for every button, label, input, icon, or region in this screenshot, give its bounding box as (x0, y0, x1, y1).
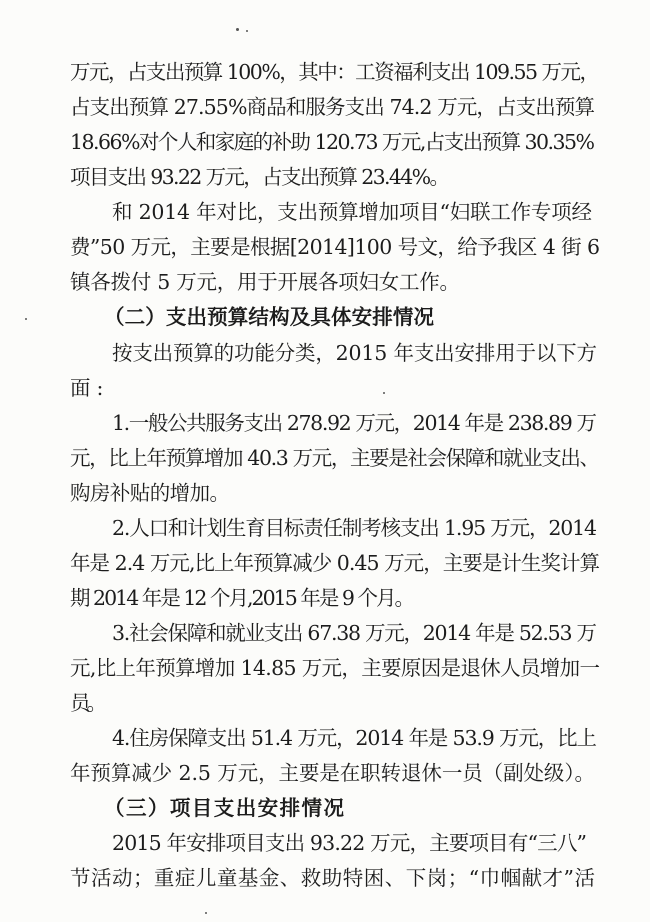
scan-speck (246, 30, 248, 32)
text-line: 18.66%对个人和家庭的补助 120.73 万元,占支出预算 30.35% (70, 130, 594, 154)
section-heading: （三）项目支出安排情况 (104, 796, 346, 820)
text-line: 期 2014 年是 12 个月,2015 年是 9 个月。 (70, 586, 414, 610)
text-line: 年是 2.4 万元,比上年预算减少 0.45 万元，主要是计生奖计算 (70, 551, 600, 575)
text-line: 元，比上年预算增加 40.3 万元，主要是社会保障和就业支出、 (70, 446, 599, 470)
text-line: 按支出预算的功能分类，2015 年支出安排用于以下方 (112, 341, 597, 365)
scan-speck (205, 912, 207, 914)
section-heading: （二）支出预算结构及具体安排情况 (104, 305, 435, 329)
text-line: 1.一般公共服务支出 278.92 万元，2014 年是 238.89 万 (112, 411, 596, 435)
text-line: 元,比上年预算增加 14.85 万元，主要原因是退休人员增加一 (70, 656, 600, 680)
text-line: 和 2014 年对比，支出预算增加项目“妇联工作专项经 (112, 200, 592, 224)
scan-speck (25, 318, 27, 320)
text-line: 年预算减少 2.5 万元，主要是在职转退休一员（副处级）。 (70, 761, 595, 785)
text-line: 项目支出 93.22 万元，占支出预算 23.44%。 (70, 165, 449, 189)
text-line: 万元，占支出预算 100%，其中：工资福利支出 109.55 万元， (70, 60, 599, 84)
text-line: 费”50 万元，主要是根据[2014]100 号文，给予我区 4 街 6 (70, 235, 600, 259)
text-line: 镇各拨付 5 万元，用于开展各项妇女工作。 (70, 270, 460, 294)
text-line: 3.社会保障和就业支出 67.38 万元，2014 年是 52.53 万 (112, 621, 596, 645)
text-line: 节活动；重症儿童基金、救助特困、下岗；“巾帼献才”活 (70, 866, 596, 890)
text-line: 占支出预算 27.55%商品和服务支出 74.2 万元，占支出预算 (70, 95, 595, 119)
scan-speck (383, 392, 385, 394)
text-line: 购房补贴的增加。 (70, 481, 230, 505)
text-line: 2.人口和计划生育目标责任制考核支出 1.95 万元，2014 (112, 516, 596, 540)
text-line: 4.住房保障支出 51.4 万元，2014 年是 53.9 万元，比上 (112, 726, 596, 750)
text-line: 员。 (70, 691, 103, 715)
text-line: 面: (70, 376, 110, 400)
text-line: 2015 年安排项目支出 93.22 万元，主要项目有“三八” (112, 831, 587, 855)
scan-speck (236, 28, 239, 31)
